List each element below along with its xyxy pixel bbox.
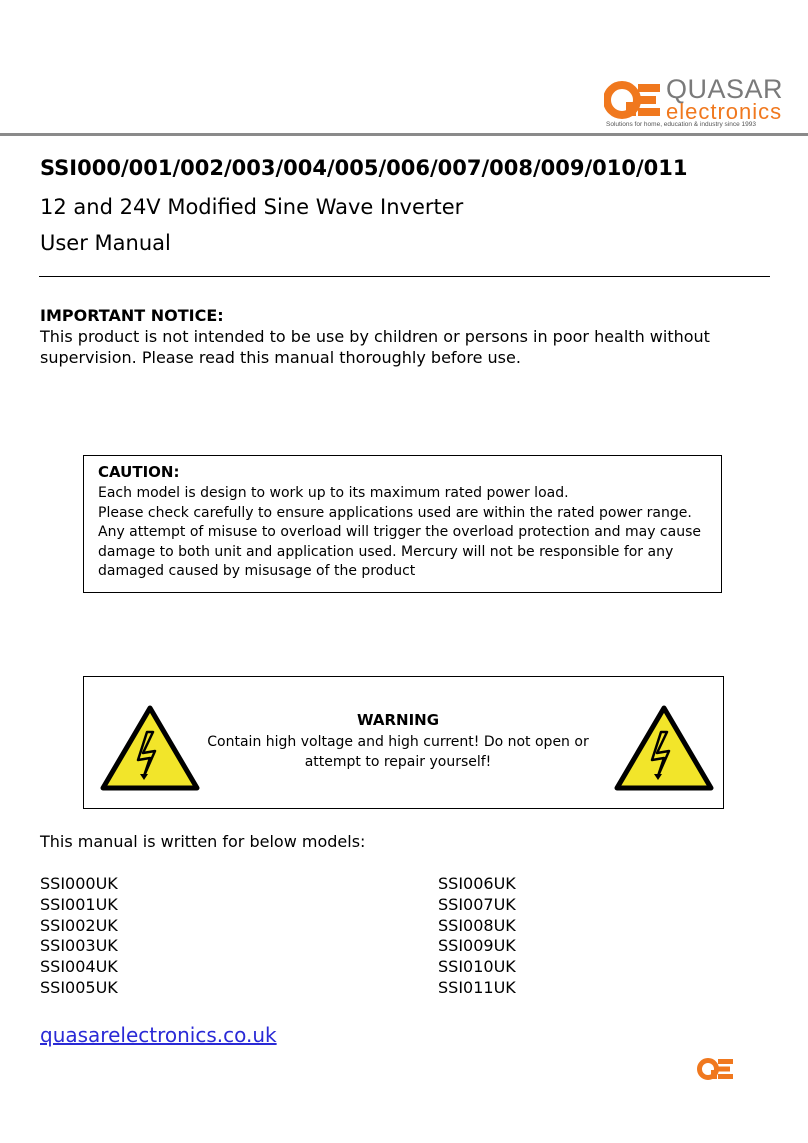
brand-tagline: Solutions for home, education & industry since 1993 [606, 121, 756, 128]
models-intro: This manual is written for below models: [40, 832, 366, 851]
caution-line: Any attempt of misuse to overload will trigger the overload protection and may cause [98, 524, 701, 540]
caution-line: Each model is design to work up to its maximum rated power load. [98, 485, 569, 501]
model-item: SSI006UK [438, 874, 516, 893]
warning-line: attempt to repair yourself! [304, 754, 492, 770]
page-subtitle: 12 and 24V Modified Sine Wave Inverter [40, 195, 464, 219]
models-list-right [438, 874, 516, 999]
caution-line: Please check carefully to ensure applications used are within the rated power range. [98, 504, 692, 521]
document-type: User Manual [40, 231, 171, 255]
brand-logo [604, 74, 794, 134]
brand-name: QUASAR [666, 74, 784, 104]
model-item: SSI001UK [40, 894, 118, 914]
model-item: SSI005UK [40, 977, 118, 997]
high-voltage-warning-icon [97, 702, 203, 794]
quasar-logo-mark-icon [604, 80, 662, 120]
title-divider [39, 276, 770, 277]
model-item: SSI003UK [40, 936, 118, 956]
header-divider [0, 133, 808, 136]
notice-line: This product is not intended to be use by children or persons in poor health without [40, 327, 710, 346]
website-link[interactable]: quasarelectronics.co.uk [40, 1023, 277, 1047]
warning-heading: WARNING [356, 711, 440, 729]
warning-line: Contain high voltage and high current! Do not open or [207, 734, 589, 750]
model-item: SSI011UK [438, 977, 516, 997]
notice-heading: IMPORTANT NOTICE: [40, 306, 224, 325]
high-voltage-warning-icon [611, 702, 717, 794]
model-item: SSI009UK [438, 936, 516, 956]
model-item: SSI007UK [438, 894, 516, 914]
model-item: SSI000UK [40, 874, 118, 893]
model-item: SSI010UK [438, 957, 516, 977]
models-list-left [40, 874, 118, 999]
caution-line: damage to both unit and application used. Mercury will not be responsible for any [98, 543, 674, 560]
model-item: SSI004UK [40, 957, 118, 977]
caution-line: damaged caused by misusage of the product [98, 563, 416, 579]
quasar-footer-mark-icon [697, 1057, 734, 1081]
caution-text [98, 484, 718, 582]
warning-text [205, 732, 591, 772]
caution-heading: CAUTION: [98, 463, 180, 481]
page-title: SSI000/001/002/003/004/005/006/007/008/009/010/011 [40, 156, 688, 180]
notice-line: supervision. Please read this manual thoroughly before use. [40, 348, 521, 367]
model-item: SSI008UK [438, 915, 516, 935]
notice-text [40, 326, 740, 368]
model-item: SSI002UK [40, 915, 118, 935]
brand-sub: electronics [666, 99, 783, 124]
